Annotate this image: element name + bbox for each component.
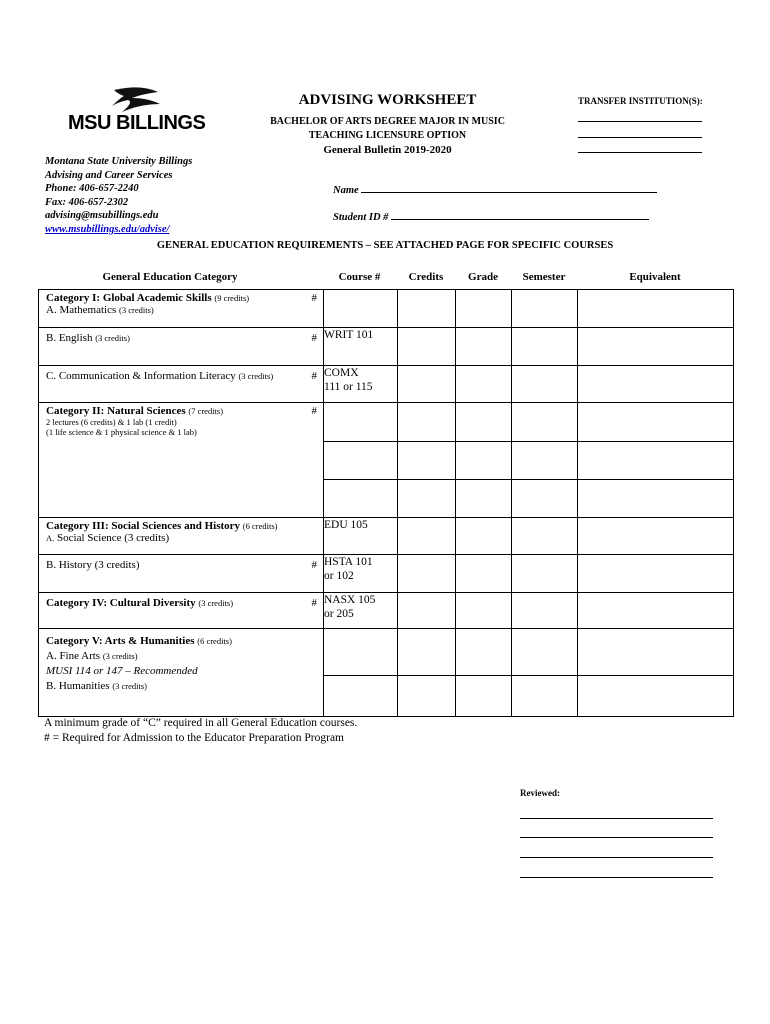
category-1-title: Category I: Global Academic Skills — [46, 292, 212, 304]
communication-course-alt: 111 or 115 — [324, 381, 373, 393]
table-row — [39, 366, 734, 403]
semester-cell[interactable] — [512, 480, 578, 518]
semester-cell[interactable] — [512, 518, 578, 555]
history-label: B. History (3 credits) — [46, 559, 140, 571]
name-blank[interactable] — [361, 181, 657, 193]
student-id-label: Student ID # — [333, 212, 389, 223]
table-row — [39, 593, 734, 629]
communication-credits: (3 credits) — [238, 371, 274, 381]
semester-cell[interactable] — [512, 593, 578, 629]
english-credits: (3 credits) — [95, 333, 130, 343]
grade-requirement-note: A minimum grade of “C” required in all General Education courses. — [44, 717, 358, 729]
credits-cell[interactable] — [398, 480, 456, 518]
category-3-title: Category III: Social Sciences and History — [46, 520, 241, 532]
table-row — [39, 555, 734, 593]
credits-cell[interactable] — [398, 366, 456, 403]
history-course-alt: or 102 — [324, 570, 354, 582]
student-id-field[interactable] — [333, 208, 649, 223]
diversity-course-alt: or 205 — [324, 608, 354, 620]
course-cell[interactable] — [324, 442, 398, 480]
contact-line: Montana State University Billings — [45, 156, 193, 167]
table-row — [39, 328, 734, 366]
grade-cell[interactable] — [456, 366, 512, 403]
grade-cell[interactable] — [456, 442, 512, 480]
credits-cell[interactable] — [398, 676, 456, 717]
course-cell[interactable] — [324, 555, 398, 593]
hash-legend-note: # = Required for Admission to the Educator Preparation Program — [44, 732, 344, 744]
semester-cell[interactable] — [512, 366, 578, 403]
category-cell — [39, 593, 324, 629]
equivalent-cell[interactable] — [578, 518, 734, 555]
credits-cell[interactable] — [398, 403, 456, 442]
semester-cell[interactable] — [512, 555, 578, 593]
equivalent-cell[interactable] — [578, 480, 734, 518]
credits-cell[interactable] — [398, 290, 456, 328]
equivalent-cell[interactable] — [578, 442, 734, 480]
diversity-course: NASX 105 — [324, 594, 376, 606]
category-2-credits: (7 credits) — [188, 406, 224, 416]
col-header-credits: Credits — [408, 271, 444, 283]
category-cell — [39, 366, 324, 403]
gen-ed-heading: GENERAL EDUCATION REQUIREMENTS – SEE ATTACHED PAGE FOR SPECIFIC COURSES — [156, 240, 614, 251]
grade-cell[interactable] — [456, 328, 512, 366]
transfer-line-2[interactable] — [578, 137, 702, 138]
category-cell — [39, 403, 324, 518]
science-note-2: (1 life science & 1 physical science & 1 lab) — [46, 427, 197, 437]
social-science-course: EDU 105 — [324, 519, 368, 531]
category-5-title: Category V: Arts & Humanities — [46, 635, 195, 647]
course-cell[interactable] — [324, 328, 398, 366]
credits-cell[interactable] — [398, 518, 456, 555]
col-header-course: Course # — [338, 271, 381, 283]
required-marker: # — [311, 370, 317, 382]
table-row — [39, 290, 734, 328]
category-cell — [39, 518, 324, 555]
col-header-grade: Grade — [468, 271, 498, 283]
equivalent-cell[interactable] — [578, 366, 734, 403]
category-cell — [39, 555, 324, 593]
equivalent-cell[interactable] — [578, 629, 734, 676]
contact-block — [45, 155, 192, 236]
english-label: B. English — [46, 332, 93, 344]
category-4-title: Category IV: Cultural Diversity — [46, 597, 196, 609]
col-header-semester: Semester — [522, 271, 566, 283]
contact-fax: Fax: 406-657-2302 — [45, 196, 129, 208]
option-title: TEACHING LICENSURE OPTION — [308, 130, 467, 141]
category-3-credits: (6 credits) — [242, 521, 278, 531]
semester-cell[interactable] — [512, 676, 578, 717]
grade-cell[interactable] — [456, 403, 512, 442]
required-marker: # — [311, 405, 317, 417]
category-cell — [39, 328, 324, 366]
col-header-equivalent: Equivalent — [629, 271, 681, 283]
history-course: HSTA 101 — [324, 556, 373, 568]
reviewed-line-1[interactable] — [520, 818, 713, 819]
category-cell — [39, 629, 324, 717]
bulletin-label: General Bulletin 2019-2020 — [323, 144, 452, 156]
page-title: ADVISING WORKSHEET — [298, 92, 477, 108]
english-course: WRIT 101 — [324, 329, 374, 341]
required-marker: # — [311, 332, 317, 344]
semester-cell[interactable] — [512, 442, 578, 480]
footnotes — [44, 716, 357, 746]
course-cell[interactable] — [324, 593, 398, 629]
category-4-credits: (3 credits) — [198, 598, 234, 608]
contact-line: Advising and Career Services — [45, 169, 173, 181]
transfer-institution-label: TRANSFER INSTITUTION(S): — [578, 96, 703, 106]
grade-cell[interactable] — [456, 480, 512, 518]
transfer-line-1[interactable] — [578, 121, 702, 122]
course-cell[interactable] — [324, 403, 398, 442]
math-credits: (3 credits) — [119, 305, 154, 315]
reviewed-line-3[interactable] — [520, 857, 713, 858]
course-cell[interactable] — [324, 629, 398, 676]
contact-phone: Phone: 406-657-2240 — [45, 183, 139, 194]
reviewed-line-2[interactable] — [520, 837, 713, 838]
grade-cell[interactable] — [456, 593, 512, 629]
credits-cell[interactable] — [398, 442, 456, 480]
communication-label: C. Communication & Information Literacy — [46, 370, 236, 382]
col-header-category: General Education Category — [102, 271, 238, 283]
social-science-label: Social Science (3 credits) — [57, 532, 170, 544]
degree-title: BACHELOR OF ARTS DEGREE MAJOR IN MUSIC — [270, 116, 505, 127]
communication-course: COMX — [324, 367, 359, 379]
course-cell[interactable] — [324, 366, 398, 403]
fine-arts-label: A. Fine Arts — [46, 650, 101, 662]
equivalent-cell[interactable] — [578, 328, 734, 366]
advise-link[interactable]: www.msubillings.edu/advise/ — [45, 223, 170, 235]
student-id-blank[interactable] — [391, 208, 649, 220]
equivalent-cell[interactable] — [578, 593, 734, 629]
grade-cell[interactable] — [456, 629, 512, 676]
reviewed-line-4[interactable] — [520, 877, 713, 878]
grade-cell[interactable] — [456, 555, 512, 593]
equivalent-cell[interactable] — [578, 555, 734, 593]
category-cell — [39, 290, 324, 328]
name-field[interactable] — [333, 181, 657, 196]
credits-cell[interactable] — [398, 629, 456, 676]
category-1-credits: (9 credits) — [214, 293, 250, 303]
course-cell[interactable] — [324, 480, 398, 518]
category-5-credits: (6 credits) — [197, 636, 232, 646]
msu-billings-logo — [62, 86, 222, 138]
credits-cell[interactable] — [398, 555, 456, 593]
credits-cell[interactable] — [398, 328, 456, 366]
course-cell[interactable] — [324, 290, 398, 328]
semester-cell[interactable] — [512, 629, 578, 676]
equivalent-cell[interactable] — [578, 290, 734, 328]
table-row — [39, 518, 734, 555]
required-marker: # — [311, 292, 317, 304]
grade-cell[interactable] — [456, 518, 512, 555]
grade-cell[interactable] — [456, 676, 512, 717]
logo-wordmark: MSU BILLINGS — [68, 112, 206, 134]
contact-email: advising@msubillings.edu — [45, 210, 159, 221]
name-label: Name — [333, 185, 359, 196]
table-row — [39, 403, 734, 442]
fine-arts-credits: (3 credits) — [102, 651, 138, 661]
social-science-prefix: A. — [46, 533, 55, 543]
humanities-credits: (3 credits) — [112, 681, 148, 691]
equivalent-cell[interactable] — [578, 403, 734, 442]
math-label: A. Mathematics — [46, 304, 117, 316]
science-note-1: 2 lectures (6 credits) & 1 lab (1 credit) — [46, 417, 177, 427]
title-block — [260, 92, 515, 157]
credits-cell[interactable] — [398, 593, 456, 629]
required-marker: # — [311, 559, 317, 571]
semester-cell[interactable] — [512, 290, 578, 328]
semester-cell[interactable] — [512, 403, 578, 442]
category-2-title: Category II: Natural Sciences — [46, 405, 186, 417]
grade-cell[interactable] — [456, 290, 512, 328]
course-cell[interactable] — [324, 676, 398, 717]
equivalent-cell[interactable] — [578, 676, 734, 717]
transfer-line-3[interactable] — [578, 152, 702, 153]
course-cell[interactable] — [324, 518, 398, 555]
required-marker: # — [311, 597, 317, 609]
reviewed-label: Reviewed: — [520, 788, 560, 798]
table-row — [39, 629, 734, 676]
humanities-label: B. Humanities — [46, 680, 110, 692]
gen-ed-table — [38, 289, 734, 717]
semester-cell[interactable] — [512, 328, 578, 366]
fine-arts-recommendation: MUSI 114 or 147 – Recommended — [46, 665, 198, 677]
